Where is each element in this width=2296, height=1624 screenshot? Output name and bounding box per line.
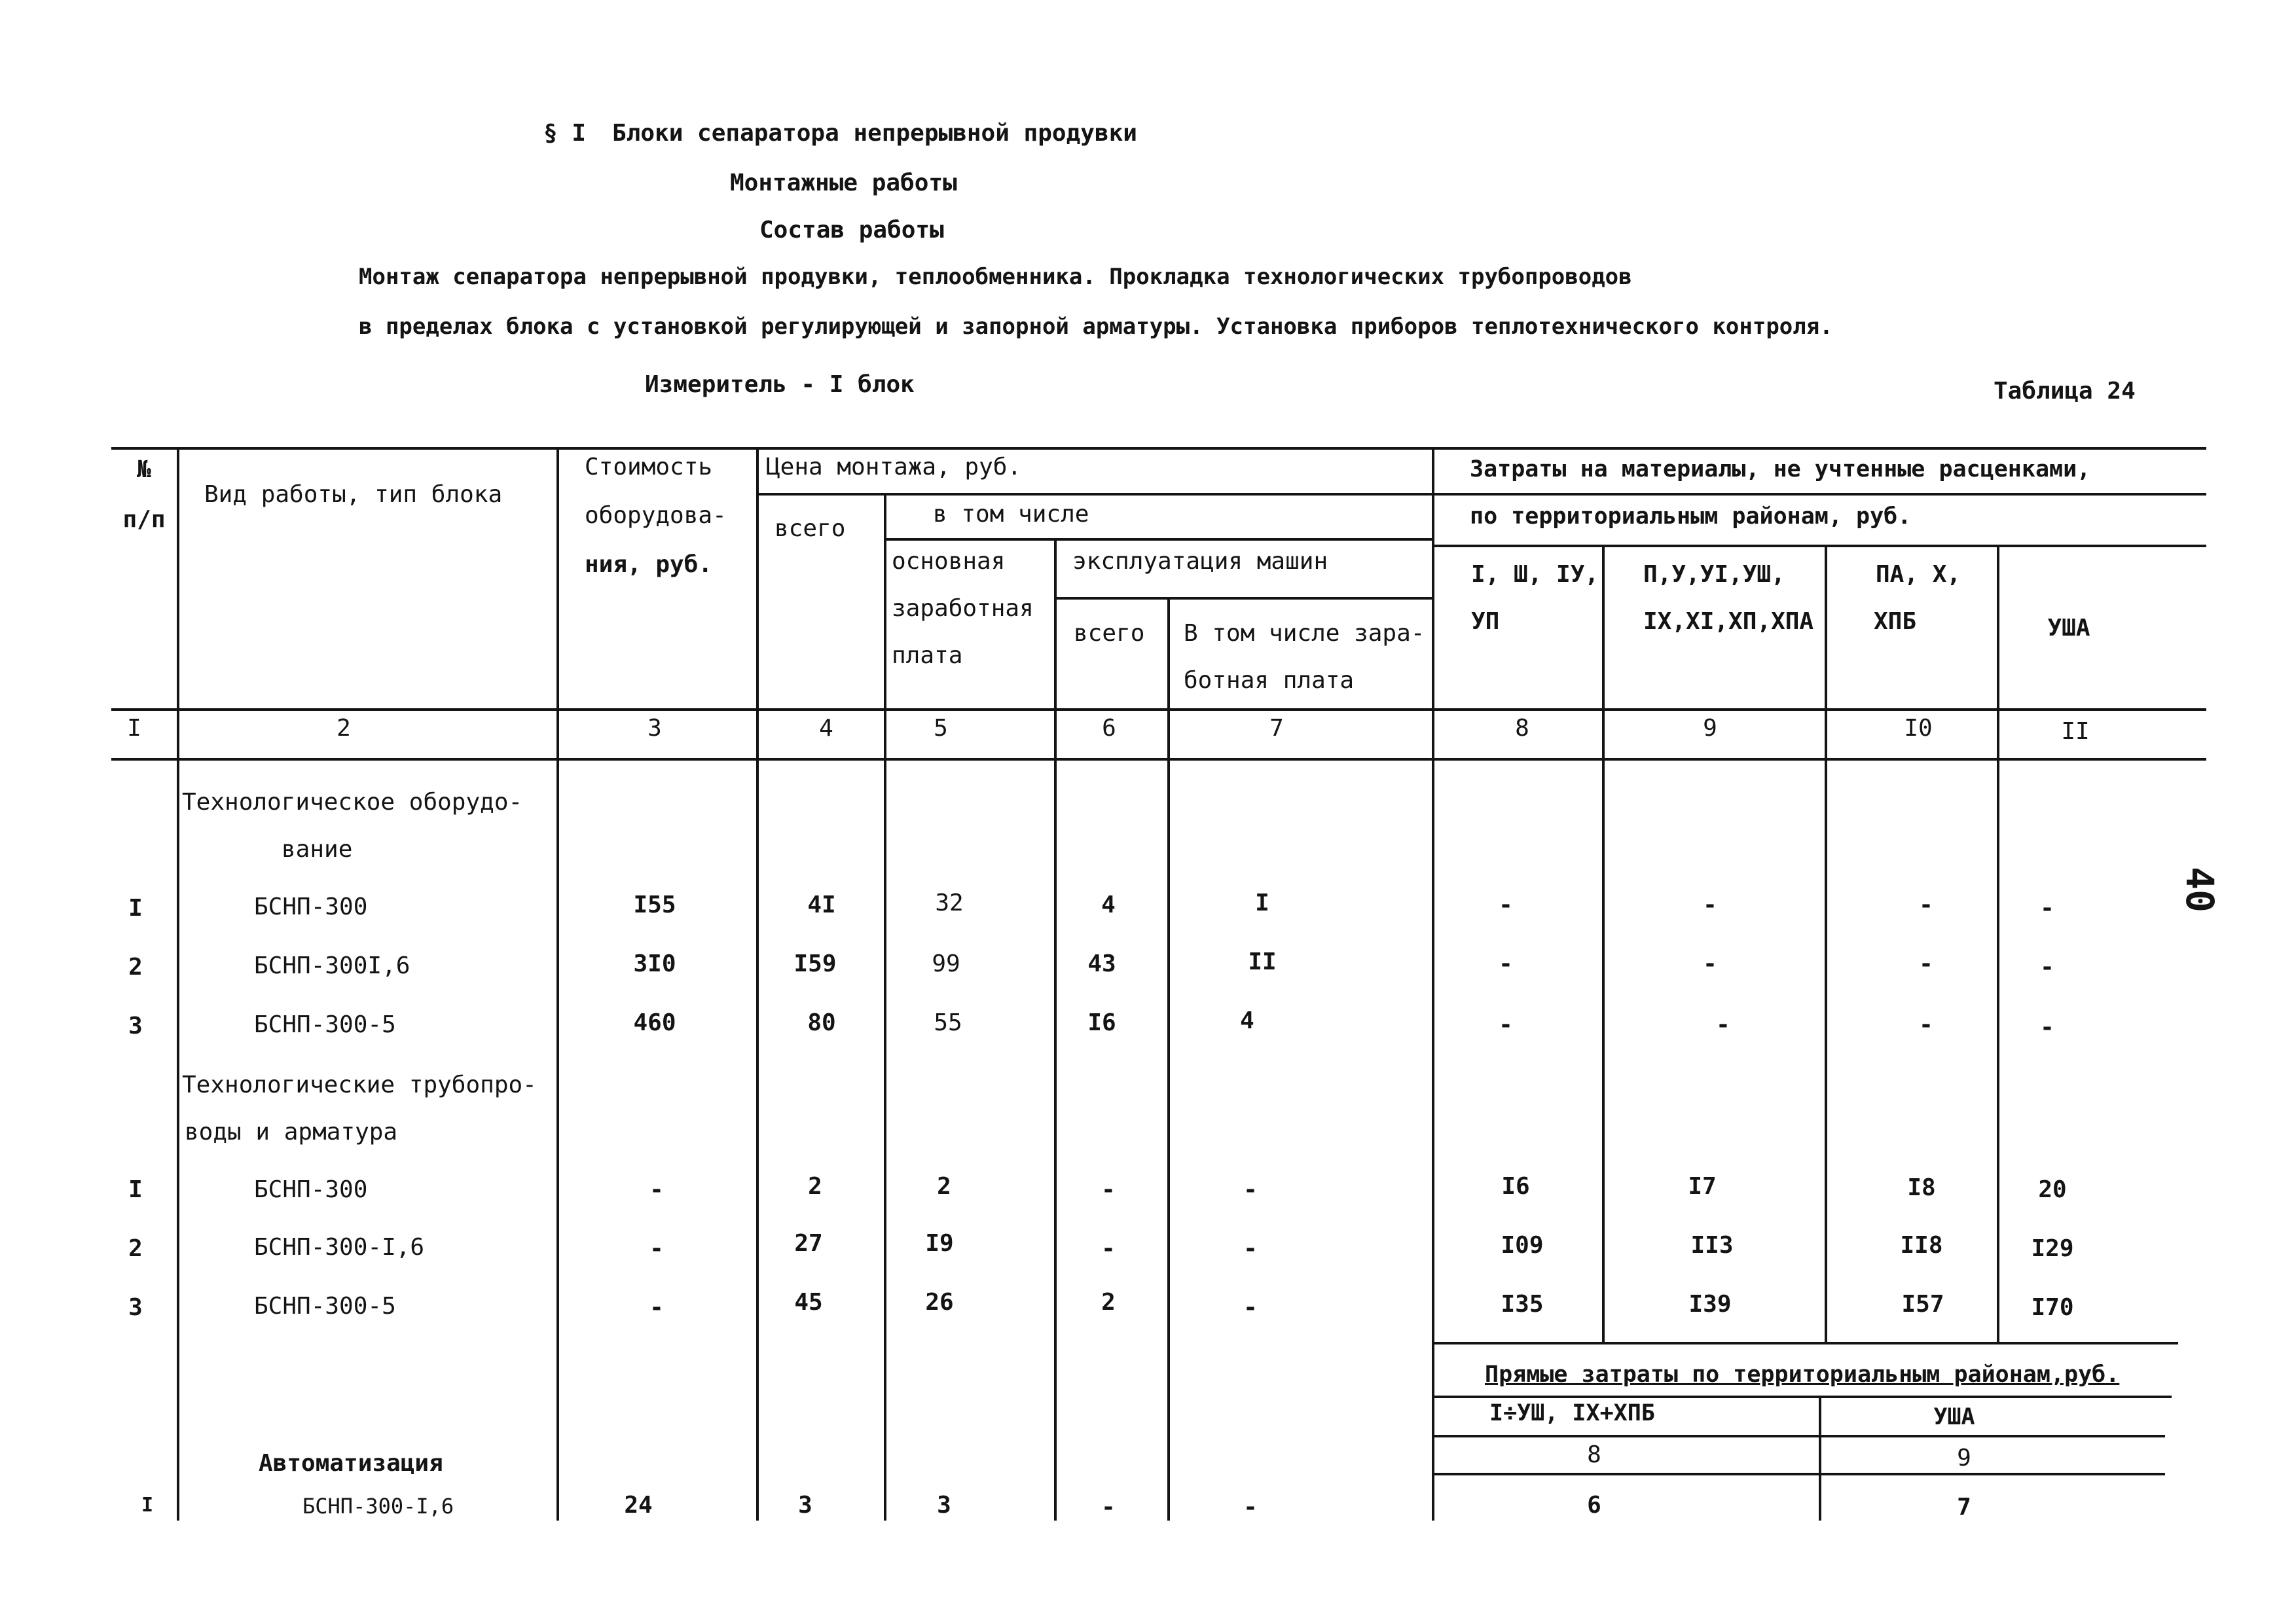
row-block-type: БСНП-300 [254,893,368,920]
row-cost: - [649,1235,664,1262]
row-cost: I55 [633,892,676,918]
row-block-type: БСНП-300I,6 [254,952,410,979]
rule-header-bottom [111,708,2206,711]
colnum-8: 8 [1515,715,1529,742]
row-wage: 2 [937,1173,951,1200]
colnum-2: 2 [337,715,351,742]
row-direct-cost-2: 7 [1957,1494,1971,1521]
colnum-10: I0 [1904,715,1933,742]
hdr-machines-wage-b: ботная плата [1184,667,1355,694]
row-wage: 99 [932,950,960,977]
hdr-wage-b: заработная [892,595,1034,622]
row-block-type: БСНП-300-5 [254,1011,396,1038]
row-number: I [141,1494,154,1517]
row-machines-total: - [1101,1494,1116,1521]
row-region1: - [1499,950,1513,977]
group-automation: Автоматизация [259,1450,443,1477]
row-region1: - [1499,1011,1513,1038]
row-total: 80 [807,1009,836,1036]
col-line-1 [177,447,179,1521]
row-number: 3 [128,1294,143,1321]
direct-top-rule [1432,1342,2178,1344]
direct-rule-c [1432,1473,2165,1475]
row-machines-total: 2 [1101,1289,1116,1316]
hdr-region3-a: ПА, X, [1876,561,1961,588]
colnum-3: 3 [647,715,662,742]
row-machines-wage: - [1243,1235,1258,1262]
row-region4: - [2040,954,2054,981]
composition-text-line1: Монтаж сепаратора непрерывной продувки, теплообменника. Прокладка технологических трубопроводов [359,264,1632,290]
row-wage: 3 [937,1492,951,1519]
rule-machines [1054,597,1432,600]
hdr-cost-a: Стоимость [585,454,713,480]
row-region3: - [1919,892,1933,918]
row-number: 3 [128,1013,143,1039]
direct-rule-b [1432,1435,2165,1437]
group-pipes-a: Технологические трубопро- [182,1072,537,1098]
hdr-price: Цена монтажа, руб. [766,454,1022,480]
row-cost: 24 [624,1492,653,1519]
hdr-machines-total: всего [1074,620,1145,647]
row-region3: I57 [1901,1291,1944,1318]
row-number: 2 [128,954,143,981]
hdr-machines: эксплуатация машин [1072,548,1328,575]
row-block-type: БСНП-300-I,6 [302,1494,454,1519]
section-title: Блоки сепаратора непрерывной продувки [612,120,1137,147]
composition-text-line2: в пределах блока с установкой регулирующей и запорной арматуры. Установка приборов теплотехнического контроля. [359,314,1833,340]
table-number: Таблица 24 [1994,378,2136,405]
row-machines-total: - [1101,1176,1116,1203]
row-block-type: БСНП-300-I,6 [254,1234,425,1261]
hdr-machines-wage-a: В том числе зара- [1184,620,1425,647]
row-region2: I7 [1688,1173,1717,1200]
direct-col1-header: I÷УШ, IX+XПБ [1489,1400,1655,1426]
col-line-5 [1054,538,1057,1521]
rule-incl [884,538,1432,541]
col-line-6 [1167,597,1170,1521]
row-region4: - [2040,895,2054,922]
row-wage: I9 [925,1230,954,1257]
row-region2: - [1716,1011,1730,1038]
row-machines-total: 43 [1087,950,1116,977]
hdr-num-a: № [137,456,151,483]
hdr-wage-a: основная [892,548,1006,575]
hdr-region2-b: IX,XI,XП,XПА [1643,608,1814,635]
col-line-3 [756,447,759,1521]
row-region1: - [1499,892,1513,918]
page-number: 40 [2177,867,2222,912]
row-region2: II3 [1690,1232,1734,1259]
row-total: 27 [794,1230,823,1257]
col-line-7 [1432,447,1434,1521]
hdr-region1-b: УП [1471,608,1500,635]
colnum-6: 6 [1102,715,1116,742]
row-machines-wage: - [1243,1494,1258,1521]
direct-costs-title: Прямые затраты по территориальным районам,руб. [1485,1362,2120,1388]
hdr-cost-b: оборудова- [585,502,727,529]
row-wage: 26 [925,1289,954,1316]
row-number: I [128,895,143,922]
row-region4: - [2040,1014,2054,1041]
direct-col1-number: 8 [1587,1441,1601,1468]
row-region3: I8 [1907,1174,1936,1201]
group-pipes-b: воды и арматура [185,1119,398,1146]
col-line-8 [1602,545,1605,1342]
row-machines-wage: - [1243,1176,1258,1203]
row-region4: 20 [2038,1176,2067,1203]
group-equipment-b: вание [282,836,353,863]
direct-col-line [1819,1396,1821,1521]
rule-numbers-bottom [111,758,2206,761]
row-number: I [128,1176,143,1203]
row-region3: - [1919,950,1933,977]
colnum-9: 9 [1703,715,1717,742]
hdr-materials-b: по территориальным районам, руб. [1470,503,1912,530]
row-total: 2 [808,1173,822,1200]
row-total: 4I [807,892,836,918]
row-machines-total: - [1101,1235,1116,1262]
direct-col2-number: 9 [1957,1445,1971,1471]
measure-unit: Измеритель - I блок [645,371,915,398]
row-region1: I6 [1501,1173,1530,1200]
colnum-11: II [2061,718,2090,745]
hdr-region1-a: I, Ш, IУ, [1471,561,1599,588]
row-wage: 32 [935,890,964,916]
row-machines-wage: 4 [1240,1007,1254,1034]
row-cost: - [649,1176,664,1203]
hdr-incl: в том числе [933,501,1089,528]
row-total: I59 [793,950,837,977]
rule-regions [1432,545,2206,547]
row-direct-cost-1: 6 [1587,1492,1601,1519]
row-region3: II8 [1900,1232,1943,1259]
direct-col2-header: УША [1933,1404,1975,1430]
colnum-4: 4 [819,715,833,742]
hdr-num-b: п/п [122,506,166,533]
row-region1: I09 [1501,1232,1544,1259]
group-equipment-a: Технологическое оборудо- [182,789,523,816]
row-region2: - [1703,892,1717,918]
row-region2: - [1703,950,1717,977]
rule-price [756,493,1432,496]
row-number: 2 [128,1235,143,1262]
colnum-1: I [127,715,141,742]
row-machines-wage: I [1255,890,1269,916]
composition-title: Состав работы [759,217,944,244]
colnum-7: 7 [1269,715,1284,742]
col-line-9 [1825,545,1827,1342]
hdr-materials-a: Затраты на материалы, не учтенные расценками, [1470,456,2091,482]
colnum-5: 5 [934,715,948,742]
row-region3: - [1919,1011,1933,1038]
row-region1: I35 [1501,1291,1544,1318]
row-machines-total: I6 [1087,1009,1116,1036]
hdr-cost-c: ния, руб. [585,551,713,578]
row-wage: 55 [934,1009,962,1036]
section-number: § I [543,120,587,147]
row-cost: - [649,1294,664,1321]
row-region2: I39 [1688,1291,1732,1318]
hdr-region4: УША [2047,615,2090,641]
hdr-work-type: Вид работы, тип блока [204,481,503,508]
hdr-wage-c: плата [892,642,963,669]
row-block-type: БСНП-300 [254,1176,368,1203]
hdr-region2-a: П,У,УI,УШ, [1643,561,1785,588]
col-line-2 [556,447,559,1521]
row-machines-wage: II [1248,948,1277,975]
col-line-10 [1997,545,1999,1342]
row-machines-total: 4 [1101,892,1116,918]
hdr-total: всего [774,515,846,542]
row-cost: 3I0 [633,950,676,977]
row-machines-wage: - [1243,1294,1258,1321]
row-region4: I29 [2031,1235,2074,1262]
row-cost: 460 [633,1009,676,1036]
row-total: 3 [798,1492,812,1519]
direct-rule-a [1432,1396,2172,1398]
table-top-rule [111,447,2206,450]
works-subtitle: Монтажные работы [730,170,957,196]
row-region4: I70 [2031,1294,2074,1321]
rule-materials [1432,493,2206,496]
hdr-region3-b: XПБ [1874,608,1917,635]
row-total: 45 [794,1289,823,1316]
col-line-4 [884,493,886,1521]
row-block-type: БСНП-300-5 [254,1293,396,1320]
